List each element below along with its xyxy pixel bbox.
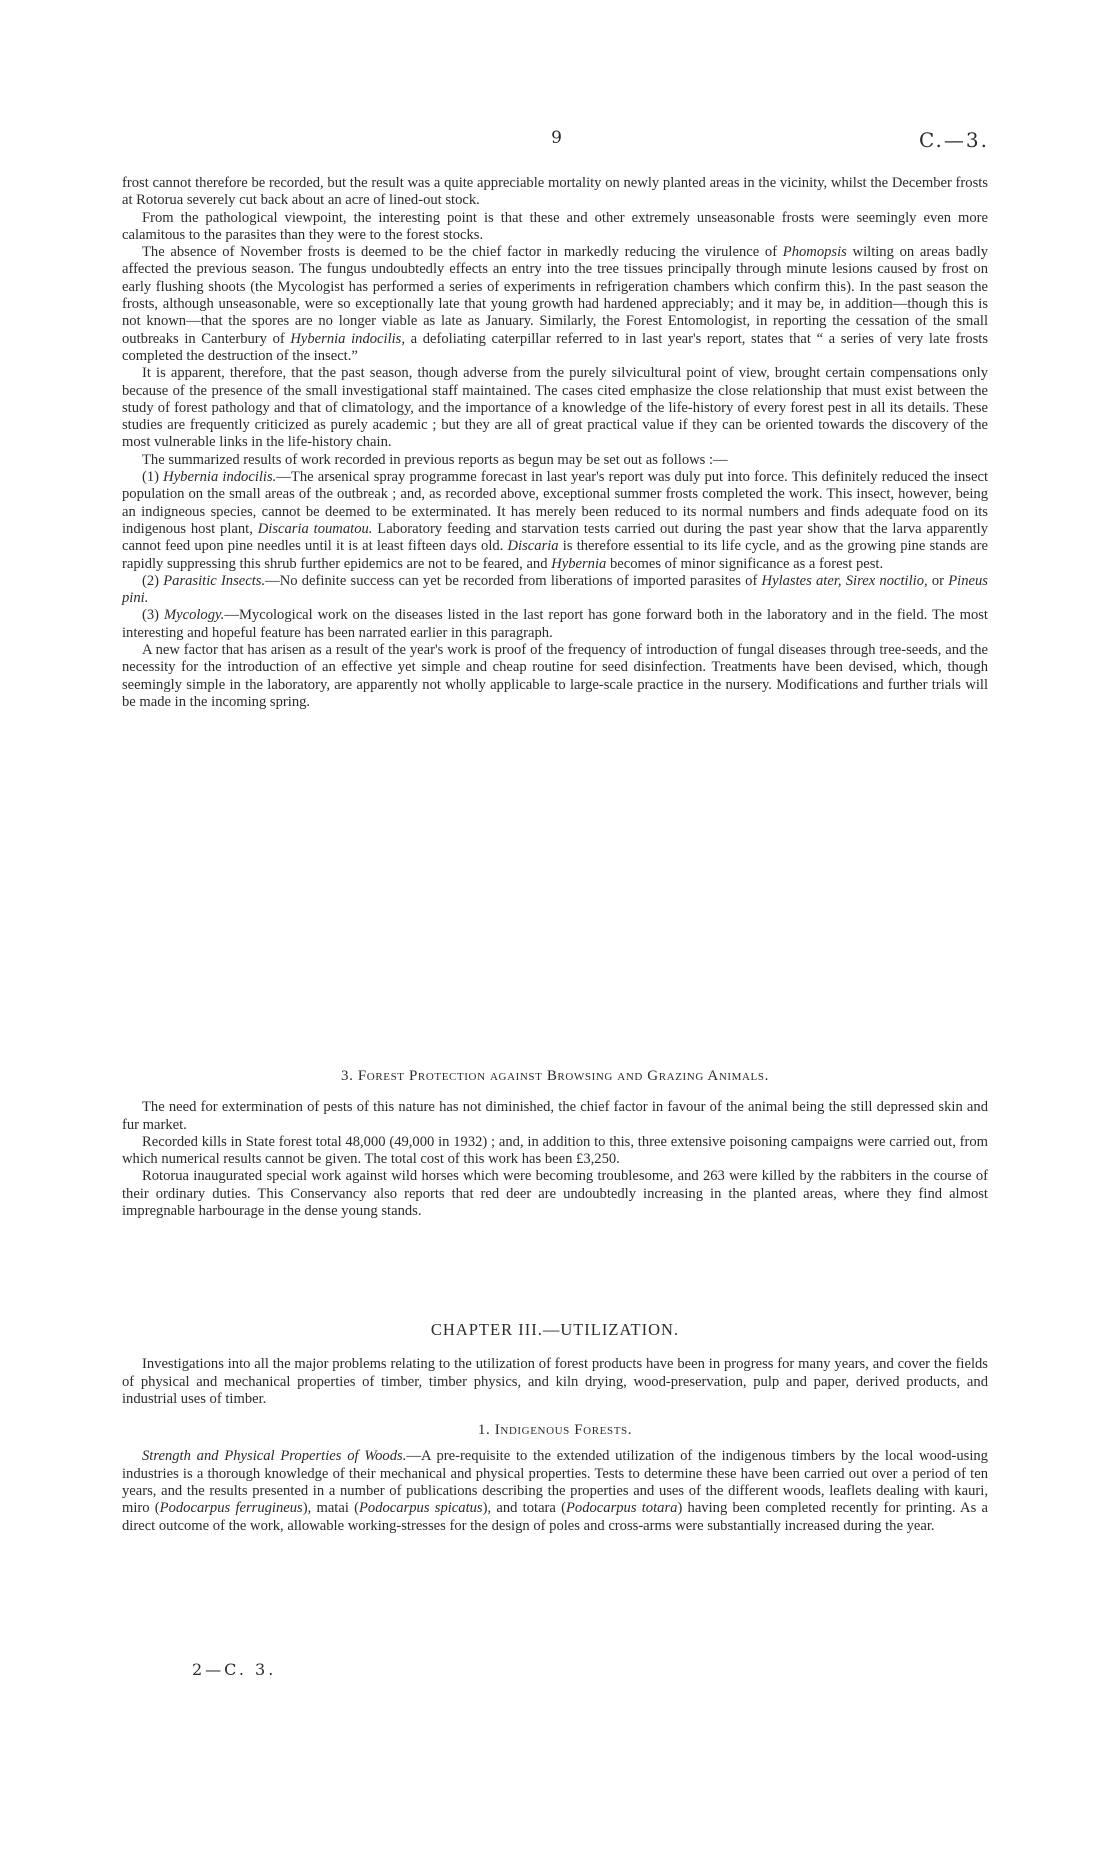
- page-number: 9: [551, 128, 563, 148]
- paragraph-strength-properties: Strength and Physical Properties of Woods.—A pre-requisite to the extended utilization of the indigenous timbers by the local wood-using industries is a thorough knowledge of their mechanical and physical properties. Tests to determine these have been carried out over a period of ten years, and the results presented in a number of publications describing the properties and uses of the different woods, leaflets dealing with kauri, miro (Podocarpus ferrugineus), matai (Podocarpus spicatus), and totara (Podocarpus totara) having been completed recently for printing. As a direct outcome of the work, allowable working-stresses for the design of poles and cross-arms were substantially increased during the year.: [122, 1448, 988, 1534]
- list-item-parasitic-insects: (2) Parasitic Insects.—No definite success can yet be recorded from liberations of imported parasites of Hylastes ater, Sirex noctilio, or Pineus pini.: [122, 572, 988, 607]
- paragraph-seed-disinfection: A new factor that has arisen as a result of the year's work is proof of the frequency of introduction of fungal diseases through tree-seeds, and the necessity for the introduction of an effective yet simple and cheap routine for seed disinfection. Treatments have been devised, which, though seemingly simple in the laboratory, are apparently not wholly applicable to large-scale practice in the nursery. Modifications and further trials will be made in the incoming spring.: [122, 642, 988, 710]
- list-item-hybernia: (1) Hybernia indocilis.—The arsenical spray programme forecast in last year's report was duly put into force. This definitely reduced the insect population on the small areas of the outbreak ; and, as recorded above, exceptional summer frosts completed the work. This insect, however, being an indigneous species, cannot be deemed to be exterminated. It has merely been reduced to its normal numbers and finds adequate food on its indigenous host plant, Discaria toumatou. Laboratory feeding and starvation tests carried out during the past year show that the larva apparently cannot feed upon pine needles until it is at least fifteen days old. Discaria is therefore essential to its life cycle, and as the growing pine stands are rapidly suppressing this shrub further epidemics are not to be feared, and Hybernia becomes of minor significance as a forest pest.: [122, 469, 988, 572]
- paragraph-frost-result: frost cannot therefore be recorded, but the result was a quite appreciable mortality on newly planted areas in the vicinity, whilst the December frosts at Rotorua severely cut back about an acre of lined-out stock.: [122, 175, 988, 209]
- section-heading: 3. Forest Protection against Browsing and Grazing Animals.: [341, 1068, 769, 1084]
- paragraph-november-frosts: The absence of November frosts is deemed to be the chief factor in markedly reducing the virulence of Phomopsis wilting on areas badly affected the previous season. The fungus undoubtedly effects an entry into the tree tissues principally through minute lesions caused by frost on early flushing shoots (the Mycologist has performed a series of experiments in refrigeration chambers which confirm this). In the past season the frosts, although unseasonable, were so exceptionally late that young growth had hardened appreciably; and it may be, in addition—though this is not known—that the spores are no longer viable as late as January. Similarly, the Forest Entomologist, in reporting the cessation of the small outbreaks in Canterbury of Hybernia indocilis, a defoliating caterpillar referred to in last year's report, states that “ a series of very late frosts completed the destruction of the insect.”: [122, 244, 989, 364]
- subsection-heading: 1. Indigenous Forests.: [477, 1422, 633, 1439]
- paragraph-recorded-kills: Recorded kills in State forest total 48,000 (49,000 in 1932) ; and, in addition to this, three extensive poisoning campaigns were carried out, from which numerical results cannot be given. The total cost of this work has been £3,250.: [122, 1133, 988, 1168]
- list-item-mycology: (3) Mycology.—Mycological work on the diseases listed in the last report has gone forward both in the laboratory and in the field. The most interesting and hopeful feature has been narrated earlier in this paragraph.: [122, 607, 988, 641]
- section-forest-protection: [122, 1068, 988, 1220]
- signature-mark: 2—C. 3.: [192, 1660, 277, 1679]
- chapter-title: CHAPTER III.—UTILIZATION.: [430, 1320, 680, 1339]
- paragraph-investigations: Investigations into all the major problems relating to the utilization of forest products have been in progress for many years, and cover the fields of physical and mechanical properties of timber, timber physics, and kiln drying, wood-preservation, pulp and paper, derived products, and industrial uses of timber.: [122, 1356, 988, 1407]
- document-reference: C.—3.: [918, 128, 989, 152]
- paragraph-extermination-need: The need for extermination of pests of this nature has not diminished, the chief factor in favour of the animal being the still depressed skin and fur market.: [122, 1099, 988, 1133]
- paragraph-summarized-results: The summarized results of work recorded in previous reports as begun may be set out as follows :—: [142, 451, 728, 468]
- paragraph-compensations: It is apparent, therefore, that the past season, though adverse from the purely silvicultural point of view, brought certain compensations only because of the presence of the small investigational staff maintained. The cases cited emphasize the close relationship that must exist between the study of forest pathology and that of climatology, and the importance of a knowledge of the life-history of every forest pest in all its details. These studies are frequently criticized as purely academic ; but they are all of great practical value if they can be oriented towards the discovery of the most vulnerable links in the life-history chain.: [122, 365, 988, 451]
- paragraph-pathological-viewpoint: From the pathological viewpoint, the interesting point is that these and other extremely unseasonable frosts were seemingly even more calamitous to the parasites than they were to the forest stocks.: [122, 209, 988, 243]
- paragraph-wild-horses: Rotorua inaugurated special work against wild horses which were becoming troublesome, and 263 were killed by the rabbiters in the course of their ordinary duties. This Conservancy also reports that red deer are undoubtedly increasing in the planted areas, where they find almost impregnable harbourage in the dense young stands.: [122, 1168, 988, 1220]
- chapter-utilization: [122, 1321, 988, 1535]
- body-text-block-a: [122, 175, 988, 711]
